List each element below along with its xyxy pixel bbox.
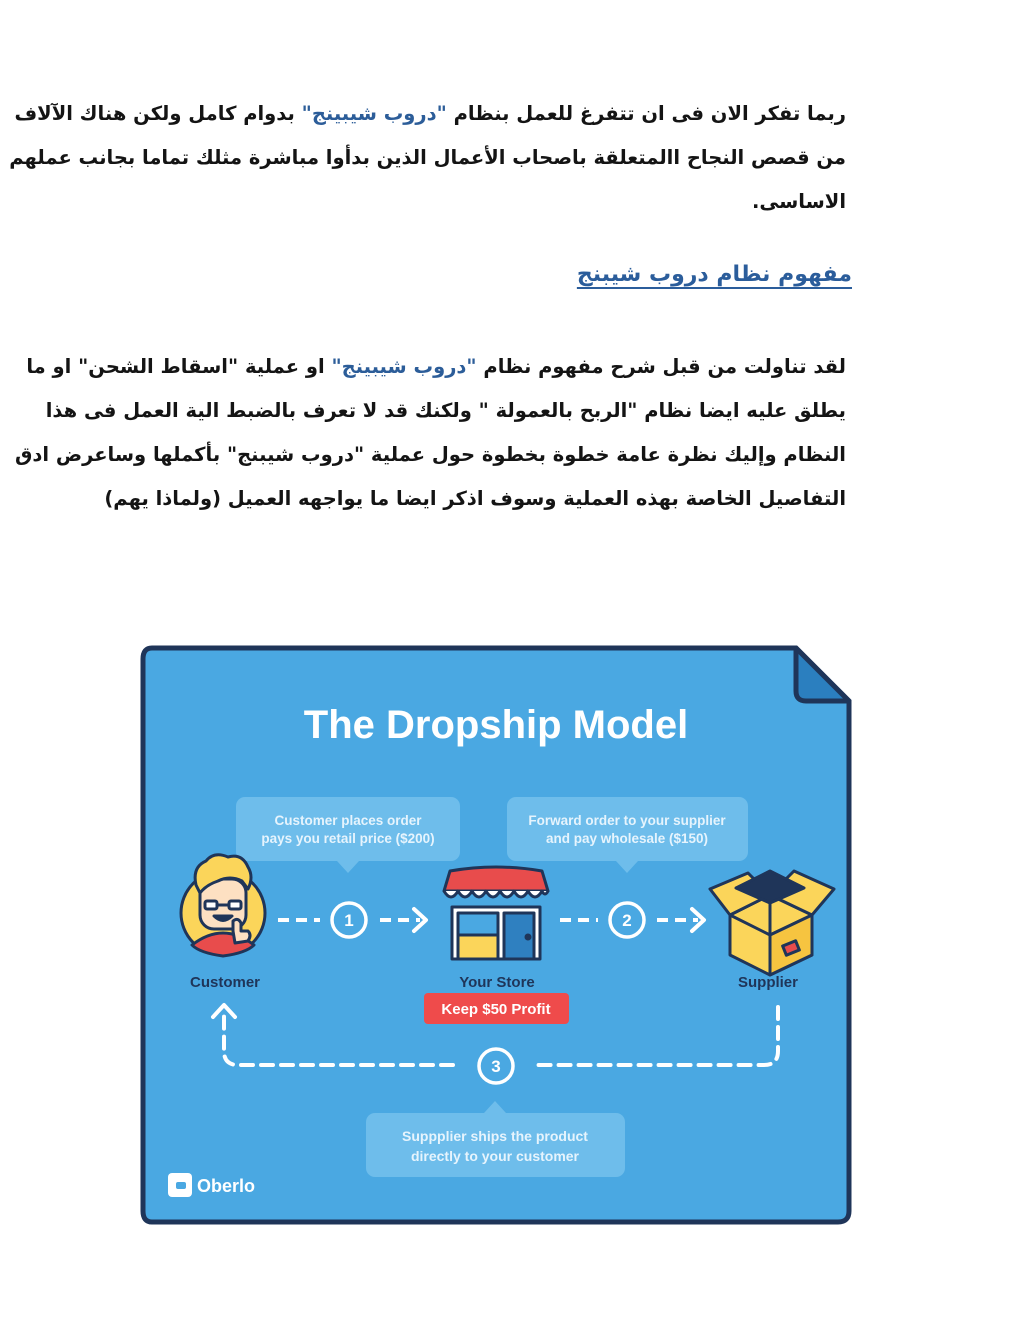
text-run: التفاصيل الخاصة بهذه العملية وسوف اذكر ايضا ما يواجهه العميل (ولماذا يهم)	[104, 487, 846, 510]
infographic-title: The Dropship Model	[303, 703, 689, 747]
text-line	[14, 92, 846, 136]
text-line	[45, 389, 846, 433]
customer-label: Customer	[189, 974, 261, 991]
svg-text:Suppplier ships the product: Suppplier ships the product	[402, 1128, 588, 1144]
profit-badge	[424, 993, 569, 1024]
svg-text:2: 2	[622, 911, 632, 930]
text-line	[26, 345, 846, 389]
text-run: من قصص النجاح االمتعلقة باصحاب الأعمال الذين بدأوا مباشرة مثلك تماما بجانب عملهم	[9, 146, 846, 169]
text-line	[9, 136, 846, 180]
highlighted-term: "دروب شيبينج"	[301, 102, 447, 125]
text-line	[140, 180, 846, 224]
text-run: يطلق عليه ايضا نظام "الربح بالعمولة " ولكنك قد لا تعرف بالضبط الية العمل فى هذا	[45, 399, 846, 422]
body-paragraph	[14, 345, 846, 521]
svg-text:directly to your customer: directly to your customer	[410, 1148, 580, 1164]
svg-text:Forward order to your supplier: Forward order to your supplier	[528, 813, 726, 828]
step-3-marker	[479, 1049, 513, 1083]
text-run: الاساسى.	[751, 190, 846, 213]
section-heading[interactable]: مفهوم نظام دروب شيبنج	[576, 262, 852, 287]
step-1-marker	[332, 903, 366, 937]
text-run: بدوام كامل ولكن هناك الآلاف	[14, 102, 302, 125]
text-line	[104, 477, 846, 521]
folded-corner	[796, 648, 849, 701]
dropship-model-infographic	[140, 645, 852, 1225]
intro-paragraph	[9, 92, 846, 224]
step-2-marker	[610, 903, 644, 937]
text-run: ربما تفكر الان فى ان تتفرغ للعمل بنظام	[446, 102, 846, 125]
svg-text:3: 3	[491, 1057, 501, 1076]
supplier-label: Supplier	[737, 974, 799, 991]
text-run: النظام وإليك نظرة عامة خطوة بخطوة حول عملية "دروب شيبنج" بأكملها وساعرض ادق	[14, 443, 846, 466]
svg-text:Customer places order: Customer places order	[274, 813, 422, 828]
svg-text:1: 1	[344, 911, 354, 930]
svg-text:Keep $50 Profit: Keep $50 Profit	[441, 1001, 551, 1018]
text-run: لقد تناولت من قبل شرح مفهوم نظام	[476, 355, 846, 378]
oberlo-brand: Oberlo	[197, 1176, 256, 1196]
highlighted-term: "دروب شيبينج"	[331, 355, 477, 378]
svg-text:and pay wholesale ($150): and pay wholesale ($150)	[545, 831, 709, 846]
text-run: او عملية "اسقاط الشحن" او ما	[26, 355, 332, 378]
store-icon	[444, 867, 548, 959]
oberlo-logo-icon	[168, 1173, 192, 1197]
svg-text:pays you retail price ($200): pays you retail price ($200)	[261, 831, 435, 846]
text-line	[14, 433, 846, 477]
store-label: Your Store	[459, 974, 535, 991]
